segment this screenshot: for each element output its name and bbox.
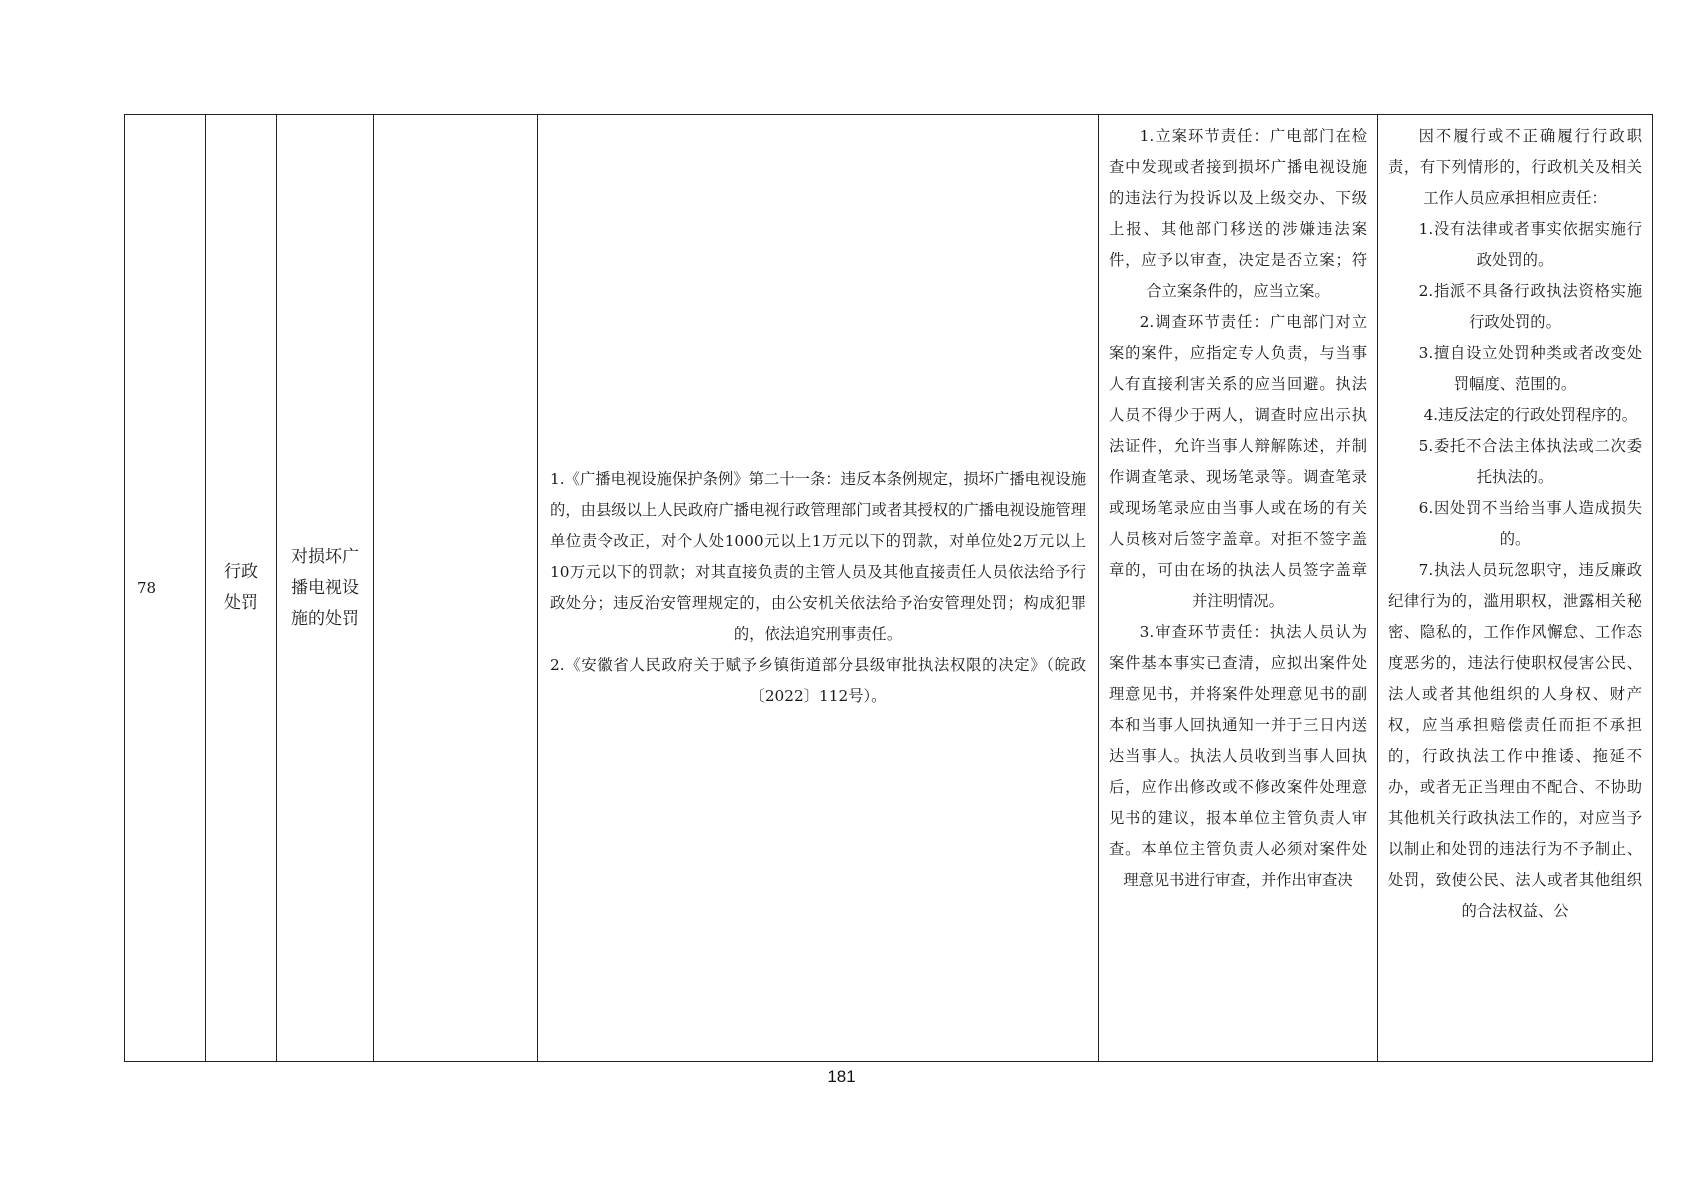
power-list-table	[124, 114, 1653, 1062]
accountability-item-7: 7.执法人员玩忽职守，违反廉政纪律行为的，滥用职权，泄露相关秘密、隐私的，工作作风懈怠、工作态度恶劣的，违法行使职权侵害公民、法人或者其他组织的人身权、财产权，应当承担赔偿责任而拒不承担的，行政执法工作中推诿、拖延不办，或者无正当理由不配合、不协助其他机关行政执法工作的，对应当予以制止和处罚的违法行为不予制止、处罚，致使公民、法人或者其他组织的合法权益、公	[1388, 561, 1642, 920]
item-name-text: 对损坏广播电视设施的处罚	[291, 546, 359, 629]
accountability-item-2: 2.指派不具备行政执法资格实施行政处罚的。	[1418, 282, 1642, 331]
accountability-item-4: 4.违反法定的行政处罚程序的。	[1423, 406, 1638, 424]
duty-cell	[1099, 115, 1378, 1062]
duty-investigation: 2.调查环节责任：广电部门对立案的案件，应指定专人负责，与当事人有直接利害关系的应当回避。执法人员不得少于两人，调查时应出示执法证件，允许当事人辩解陈述，并制作调查笔录、现场笔录等。调查笔录或现场笔录应由当事人或在场的有关人员核对后签字盖章。对拒不签字盖章的，可由在场的执法人员签字盖章并注明情况。	[1109, 313, 1367, 610]
accountability-intro: 因不履行或不正确履行行政职责，有下列情形的，行政机关及相关工作人员应承担相应责任：	[1388, 127, 1642, 207]
row-number: 78	[137, 579, 157, 597]
row-number-cell	[125, 115, 206, 1062]
page-number: 181	[827, 1067, 856, 1086]
accountability-cell	[1378, 115, 1653, 1062]
table-row	[125, 115, 1653, 1062]
category-text: 行政处罚	[224, 562, 258, 613]
accountability-item-3: 3.擅自设立处罚种类或者改变处罚幅度、范围的。	[1418, 344, 1642, 393]
duty-review: 3.审查环节责任：执法人员认为案件基本事实已查清，应拟出案件处理意见书，并将案件处理意见书的副本和当事人回执通知一并于三日内送达当事人。执法人员收到当事人回执后，应作出修改或不修改案件处理意见书的建议，报本单位主管负责人审查。本单位主管负责人必须对案件处理意见书进行审查，并作出审查决	[1109, 623, 1367, 889]
accountability-item-6: 6.因处罚不当给当事人造成损失的。	[1418, 499, 1642, 548]
legal-basis-paragraph-2: 2.《安徽省人民政府关于赋予乡镇街道部分县级审批执法权限的决定》（皖政〔2022〕112号）。	[550, 656, 1086, 705]
accountability-item-1: 1.没有法律或者事实依据实施行政处罚的。	[1418, 220, 1642, 269]
category-cell	[206, 115, 277, 1062]
legal-basis-cell	[538, 115, 1099, 1062]
duty-filing: 1.立案环节责任：广电部门在检查中发现或者接到损坏广播电视设施的违法行为投诉以及上级交办、下级上报、其他部门移送的涉嫌违法案件，应予以审查，决定是否立案；符合立案条件的，应当立案。	[1109, 127, 1367, 300]
sub-item-cell	[374, 115, 538, 1062]
legal-basis-paragraph-1: 1.《广播电视设施保护条例》第二十一条：违反本条例规定，损坏广播电视设施的，由县级以上人民政府广播电视行政管理部门或者其授权的广播电视设施管理单位责令改正，对个人处1000元以上1万元以下的罚款，对单位处2万元以上10万元以下的罚款；对其直接负责的主管人员及其他直接责任人员依法给予行政处分；违反治安管理规定的，由公安机关依法给予治安管理处罚；构成犯罪的，依法追究刑事责任。	[550, 470, 1086, 643]
item-name-cell	[277, 115, 374, 1062]
accountability-item-5: 5.委托不合法主体执法或二次委托执法的。	[1418, 437, 1642, 486]
